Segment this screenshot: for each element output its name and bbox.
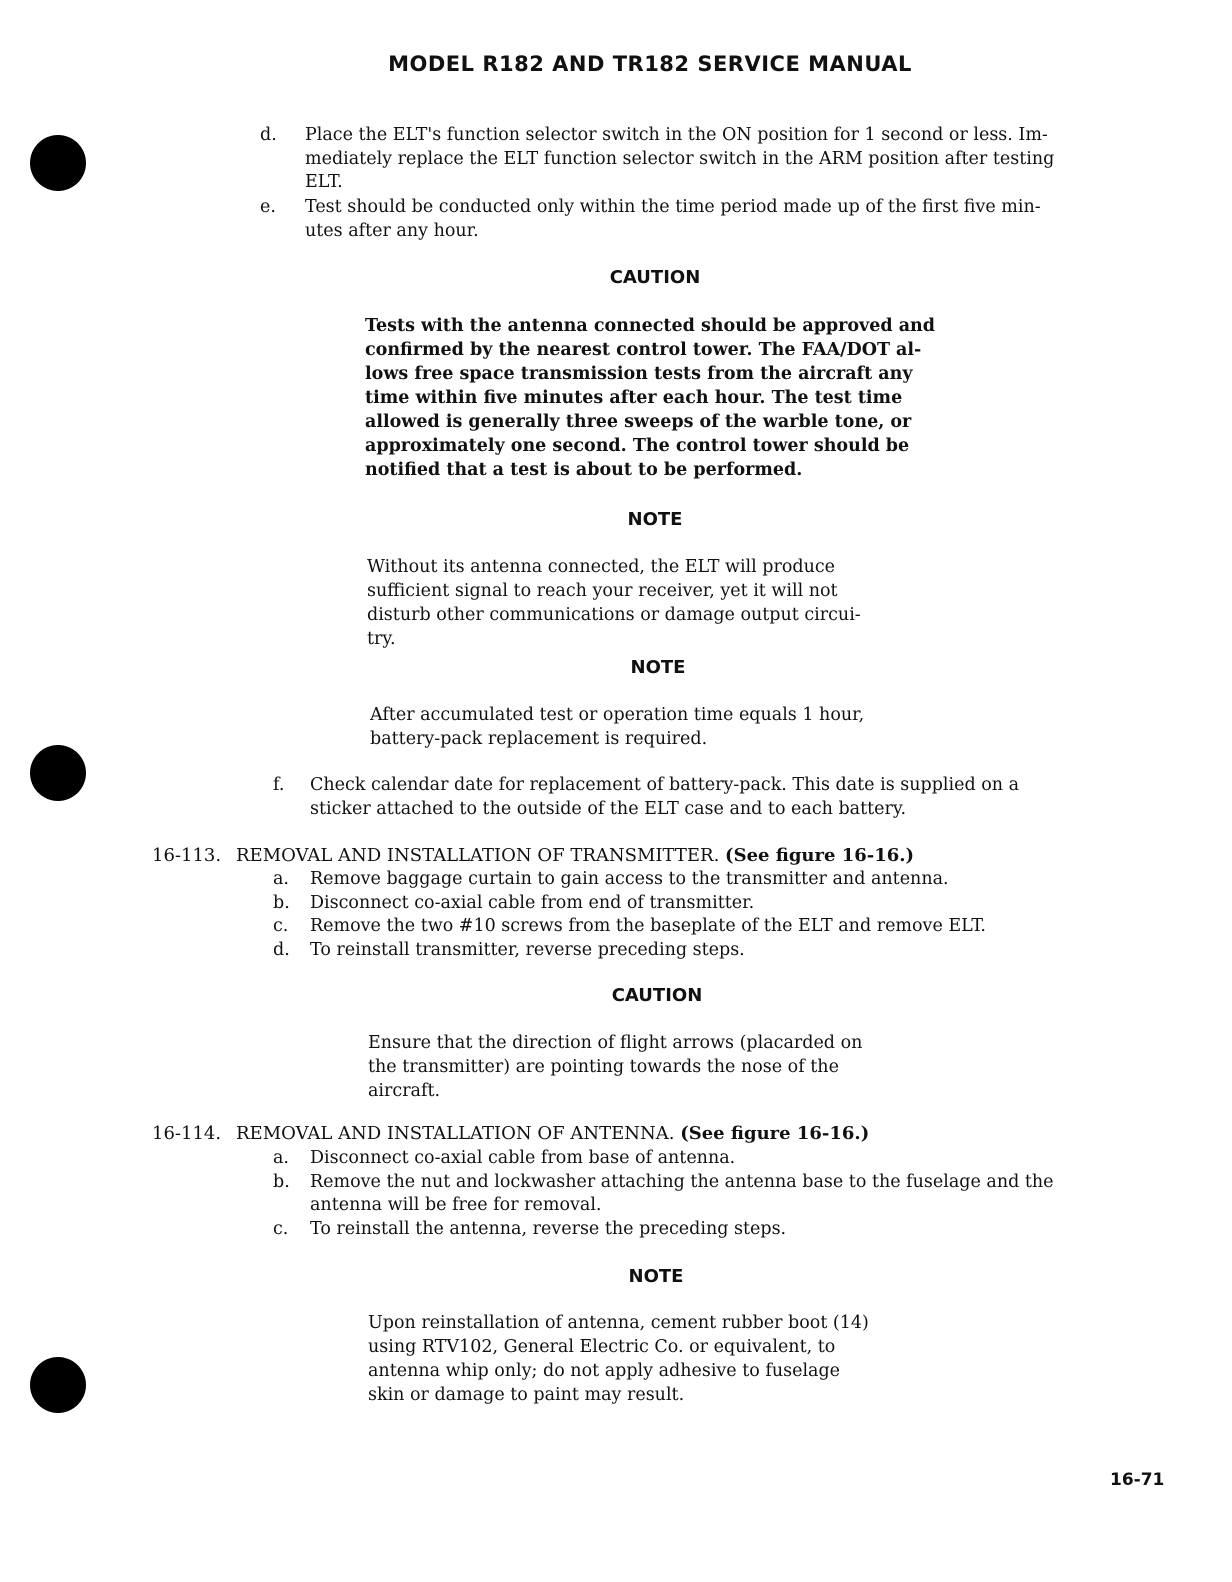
caution-heading: CAUTION <box>609 267 701 288</box>
note-text <box>367 555 945 651</box>
caution-line: Tests with the antenna connected should be approved and <box>365 316 935 336</box>
binder-hole-middle <box>30 745 86 801</box>
step-text: Remove baggage curtain to gain access to the transmitter and antenna. <box>310 869 949 889</box>
caution-text <box>365 314 943 482</box>
note-text <box>368 1311 946 1407</box>
step-letter: b. <box>273 892 290 913</box>
note-line: Upon reinstallation of antenna, cement rubber boot (14) <box>368 1313 869 1333</box>
step-line: ELT. <box>305 172 343 192</box>
note-line: using RTV102, General Electric Co. or equivalent, to <box>368 1337 836 1357</box>
caution-line: confirmed by the nearest control tower. The FAA/DOT al- <box>365 340 922 360</box>
note-line: antenna whip only; do not apply adhesive to fuselage <box>368 1361 841 1381</box>
section-title: REMOVAL AND INSTALLATION OF ANTENNA. <box>236 1123 675 1144</box>
step-text: Disconnect co-axial cable from end of transmitter. <box>310 892 755 913</box>
section-title: REMOVAL AND INSTALLATION OF TRANSMITTER. <box>236 845 720 866</box>
note-heading: NOTE <box>628 1266 684 1287</box>
step-line: Check calendar date for replacement of battery-pack. This date is supplied on a <box>310 775 1020 795</box>
caution-line: notified that a test is about to be performed. <box>365 460 803 480</box>
page-number: 16-71 <box>1110 1470 1165 1490</box>
caution-line: Ensure that the direction of flight arrows (placarded on <box>368 1033 863 1053</box>
figure-reference: (See figure 16-16.) <box>680 1123 870 1144</box>
caution-line: approximately one second. The control tower should be <box>365 436 910 456</box>
caution-line: lows free space transmission tests from the aircraft any <box>365 364 913 384</box>
note-heading: NOTE <box>630 657 686 678</box>
step-text <box>305 124 1175 195</box>
step-text <box>310 1218 1170 1242</box>
section-heading-16-113 <box>152 845 1152 866</box>
note-line: Without its antenna connected, the ELT will produce <box>367 557 836 577</box>
step-text: To reinstall transmitter, reverse preceding steps. <box>310 939 745 960</box>
section-heading-16-114 <box>152 1123 1152 1144</box>
section-16-114-steps <box>273 1147 1173 1247</box>
step-letter: e. <box>260 197 276 217</box>
caution-line: allowed is generally three sweeps of the warble tone, or <box>365 412 912 432</box>
note-line: After accumulated test or operation time equals 1 hour, <box>370 705 865 725</box>
step-letter: c. <box>273 1218 289 1239</box>
step-line: Place the ELT's function selector switch in the ON position for 1 second or less. Im- <box>305 125 1048 145</box>
caution-line: the transmitter) are pointing towards the nose of the <box>368 1057 839 1077</box>
note-line: skin or damage to paint may result. <box>368 1385 685 1405</box>
step-line: utes after any hour. <box>305 220 479 241</box>
step-line: mediately replace the ELT function selector switch in the ARM position after testing <box>305 148 1055 169</box>
caution-text <box>368 1031 946 1103</box>
binder-hole-bottom <box>30 1357 86 1413</box>
step-letter: a. <box>273 869 289 889</box>
step-line: Remove the nut and lockwasher attaching the antenna base to the fuselage and the <box>310 1171 1054 1192</box>
figure-reference: (See figure 16-16.) <box>725 845 915 866</box>
note-heading: NOTE <box>627 509 683 530</box>
step-line: Disconnect co-axial cable from base of antenna. <box>310 1148 736 1168</box>
note-line: try. <box>367 629 396 649</box>
note-line: battery-pack replacement is required. <box>370 729 708 749</box>
step-text <box>310 1171 1170 1218</box>
step-text <box>310 1147 1170 1171</box>
note-line: sufficient signal to reach your receiver, yet it will not <box>367 581 838 601</box>
step-text <box>305 196 1175 243</box>
page-title: MODEL R182 AND TR182 SERVICE MANUAL <box>388 52 912 76</box>
step-letter: a. <box>273 1148 289 1168</box>
step-line: Test should be conducted only within the time period made up of the first five min- <box>305 197 1041 217</box>
caution-heading: CAUTION <box>611 985 703 1006</box>
caution-line: aircraft. <box>368 1081 441 1101</box>
section-number: 16-113. <box>152 845 222 866</box>
section-number: 16-114. <box>152 1123 222 1144</box>
section-16-113-steps <box>273 868 1173 968</box>
caution-line: time within five minutes after each hour. The test time <box>365 388 903 408</box>
step-letter: b. <box>273 1171 290 1192</box>
step-line: sticker attached to the outside of the ELT case and to each battery. <box>310 798 907 819</box>
step-letter: f. <box>273 775 285 795</box>
step-letter: d. <box>260 125 277 145</box>
step-text: Remove the two #10 screws from the baseplate of the ELT and remove ELT. <box>310 916 986 936</box>
binder-hole-top <box>30 135 86 191</box>
step-text <box>310 774 1170 821</box>
step-f <box>273 774 1173 824</box>
steps-top <box>260 124 1180 249</box>
note-line: disturb other communications or damage output circui- <box>367 605 861 625</box>
step-line: To reinstall the antenna, reverse the preceding steps. <box>310 1218 787 1239</box>
step-letter: d. <box>273 939 290 960</box>
note-text <box>370 703 948 751</box>
step-letter: c. <box>273 916 289 936</box>
step-line: antenna will be free for removal. <box>310 1195 602 1215</box>
